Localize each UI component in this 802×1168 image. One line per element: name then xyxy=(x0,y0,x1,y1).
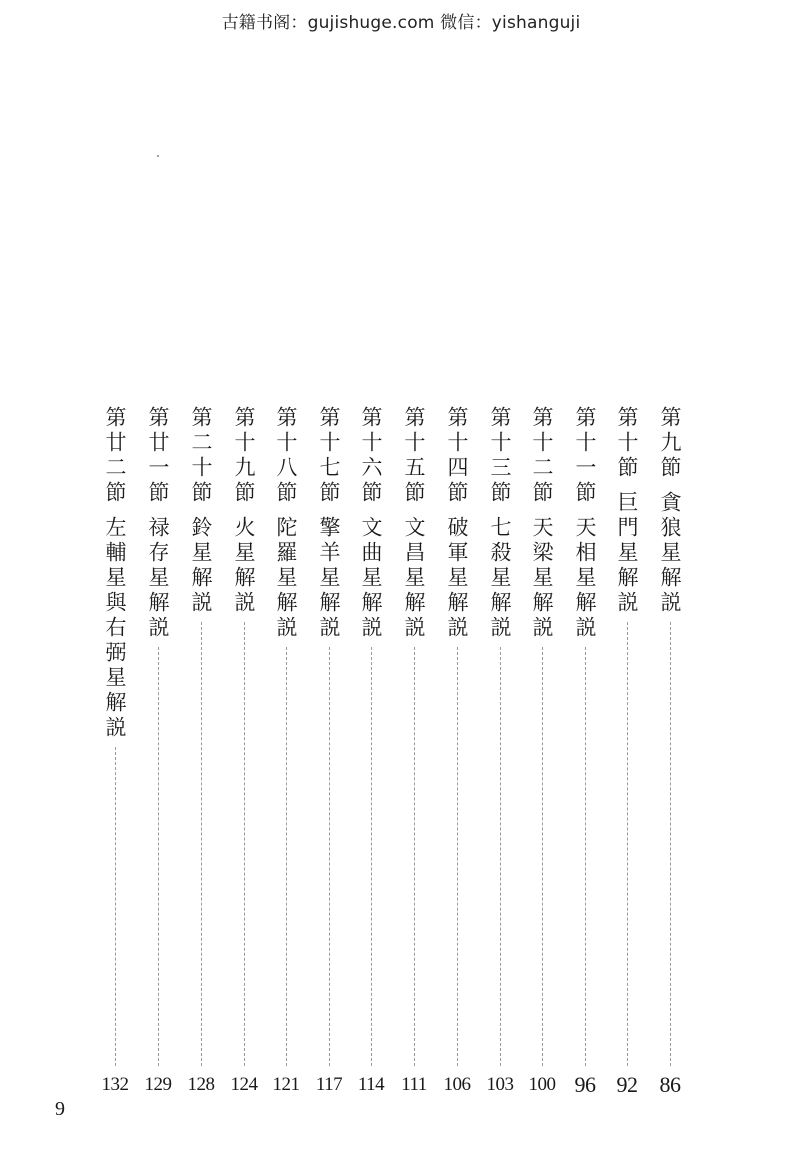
toc-entry[interactable] xyxy=(315,406,343,1096)
toc-entry[interactable] xyxy=(400,406,428,1096)
dot-leader xyxy=(414,647,415,1066)
page-ref: 86 xyxy=(659,1072,681,1097)
section-number: 第十五節 xyxy=(402,406,426,506)
section-title: 破軍星解説 xyxy=(445,516,469,641)
page-ref: 129 xyxy=(144,1074,172,1095)
toc-entry[interactable] xyxy=(230,406,258,1096)
dot-leader xyxy=(371,647,372,1066)
watermark-text: 古籍书阁：gujishuge.com 微信：yishanguji xyxy=(221,13,581,33)
section-number: 第十節 xyxy=(615,406,639,481)
section-title: 陀羅星解説 xyxy=(274,516,298,641)
page-ref: 92 xyxy=(616,1072,638,1097)
page-ref: 132 xyxy=(101,1074,129,1095)
page-ref: 121 xyxy=(272,1074,300,1095)
page-number: 9 xyxy=(55,1098,65,1120)
section-title: 七殺星解説 xyxy=(488,516,512,641)
dot-leader xyxy=(329,647,330,1066)
section-title: 禄存星解説 xyxy=(146,516,170,641)
section-number: 第十三節 xyxy=(488,406,512,506)
page-ref: 128 xyxy=(187,1074,215,1095)
dot-leader xyxy=(286,647,287,1066)
section-number: 第十四節 xyxy=(445,406,469,506)
toc-entry[interactable] xyxy=(187,406,215,1096)
toc-entry[interactable] xyxy=(443,406,471,1096)
dot-leader xyxy=(244,622,245,1066)
page-ref: 117 xyxy=(315,1074,343,1095)
section-number: 第廿二節 xyxy=(103,406,127,506)
section-number: 第廿一節 xyxy=(146,406,170,506)
page-ref: 114 xyxy=(357,1074,385,1095)
page-ref: 103 xyxy=(486,1074,514,1095)
page-ref: 100 xyxy=(528,1074,556,1095)
section-number: 第十二節 xyxy=(530,406,554,506)
section-title: 火星解説 xyxy=(232,516,256,616)
section-number: 第十九節 xyxy=(232,406,256,506)
dot-leader xyxy=(627,622,628,1066)
section-title: 文曲星解説 xyxy=(359,516,383,641)
section-title: 擎羊星解説 xyxy=(317,516,341,641)
section-title: 天相星解説 xyxy=(573,516,597,641)
dot-leader xyxy=(158,647,159,1066)
toc-entry[interactable] xyxy=(357,406,385,1096)
toc-entry[interactable] xyxy=(272,406,300,1096)
dot-leader xyxy=(115,747,116,1066)
dot-leader xyxy=(585,647,586,1066)
section-number: 第十六節 xyxy=(359,406,383,506)
dot-leader xyxy=(542,647,543,1066)
dot-leader xyxy=(670,622,671,1066)
toc-entry[interactable] xyxy=(613,406,641,1096)
section-number: 第九節 xyxy=(658,406,682,481)
section-number: 第十八節 xyxy=(274,406,298,506)
section-title: 天梁星解説 xyxy=(530,516,554,641)
dot-leader xyxy=(201,622,202,1066)
dot-leader xyxy=(457,647,458,1066)
section-title: 文昌星解説 xyxy=(402,516,426,641)
toc-entry[interactable] xyxy=(144,406,172,1096)
page-ref: 111 xyxy=(401,1074,427,1095)
section-title: 鈴星解説 xyxy=(189,516,213,616)
section-number: 第二十節 xyxy=(189,406,213,506)
section-number: 第十七節 xyxy=(317,406,341,506)
toc-entry[interactable] xyxy=(486,406,514,1096)
page-ref: 106 xyxy=(443,1074,471,1095)
toc-entry[interactable] xyxy=(656,406,684,1096)
page-ref: 124 xyxy=(230,1074,258,1095)
section-title: 左輔星與右弼星解説 xyxy=(103,516,127,741)
toc-entry[interactable] xyxy=(528,406,556,1096)
section-title: 巨門星解説 xyxy=(615,491,639,616)
page-ref: 96 xyxy=(574,1072,596,1097)
section-number: 第十一節 xyxy=(573,406,597,506)
toc-entry[interactable] xyxy=(571,406,599,1096)
toc-entry[interactable] xyxy=(101,406,129,1096)
dot-leader xyxy=(500,647,501,1066)
section-title: 貪狼星解説 xyxy=(658,491,682,616)
